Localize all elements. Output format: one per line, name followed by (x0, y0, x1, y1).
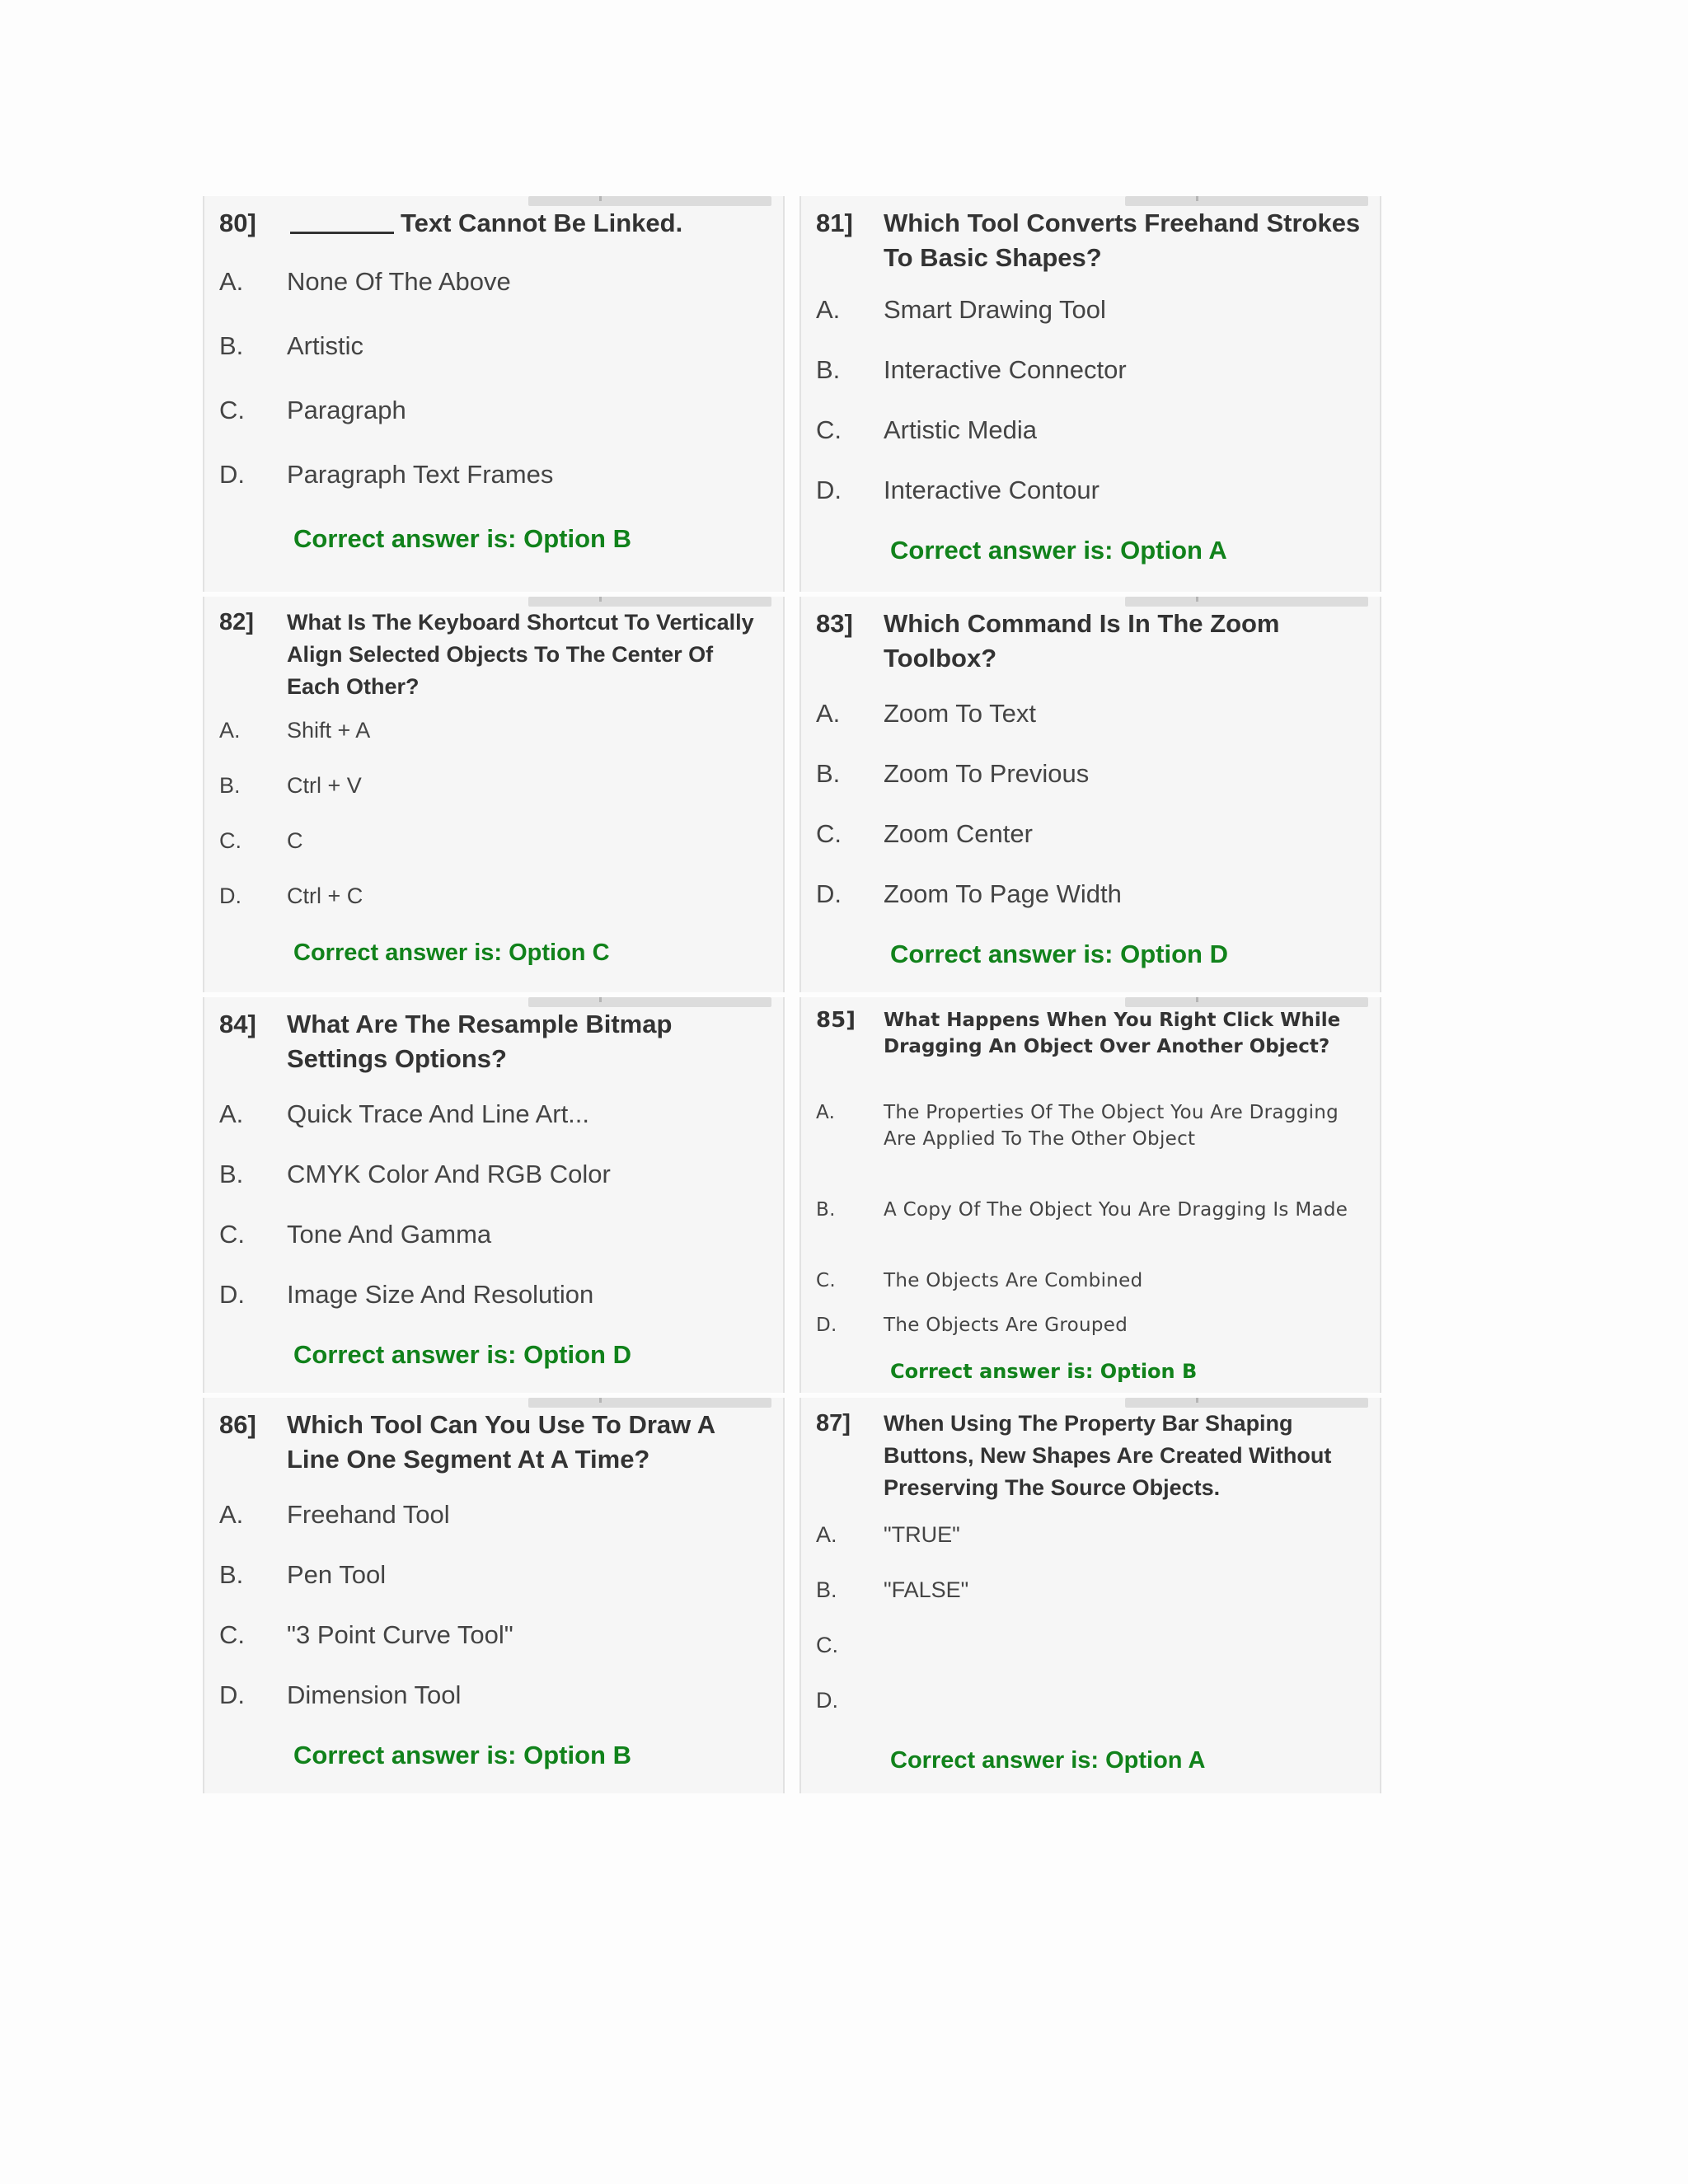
option-letter: A. (816, 1102, 836, 1123)
option-b (816, 354, 1363, 387)
option-letter: B. (816, 355, 841, 384)
option-c (219, 826, 767, 855)
option-text: Paragraph Text Frames (287, 460, 554, 489)
option-letter: B. (816, 1199, 836, 1221)
option-letter: A. (816, 699, 841, 728)
option-text: Interactive Contour (884, 476, 1100, 504)
option-b (219, 330, 767, 363)
option-letter: C. (219, 396, 245, 424)
question-card-84 (203, 997, 785, 1393)
option-text: A Copy Of The Object You Are Dragging Is Made (884, 1199, 1348, 1221)
option-letter: C. (816, 819, 842, 848)
question-card-81 (799, 196, 1381, 592)
option-letter: D. (816, 879, 842, 908)
question-number: 85] (816, 1008, 856, 1033)
question-text: Which Command Is In The Zoom Toolbox? (884, 609, 1280, 673)
question-header (816, 1408, 1363, 1504)
option-b (816, 1197, 1363, 1223)
option-b (816, 757, 1363, 790)
correct-answer: Correct answer is: Option A (890, 536, 1227, 565)
option-letter: C. (219, 1620, 245, 1649)
correct-answer: Correct answer is: Option B (293, 1741, 631, 1769)
option-letter: B. (816, 759, 841, 788)
option-text: Smart Drawing Tool (884, 295, 1106, 324)
option-letter: A. (219, 1099, 244, 1128)
option-d (219, 1278, 767, 1311)
option-c (816, 1268, 1363, 1294)
option-letter: B. (816, 1577, 837, 1602)
option-text: Pen Tool (287, 1560, 387, 1589)
option-a (816, 293, 1363, 326)
option-letter: D. (816, 476, 842, 504)
option-b (219, 1558, 767, 1591)
option-d (816, 474, 1363, 507)
option-a (816, 697, 1363, 730)
question-number: 81] (816, 209, 853, 237)
option-c (219, 394, 767, 427)
option-letter: D. (219, 1680, 245, 1709)
option-text: Ctrl + V (287, 773, 362, 798)
question-number: 86] (219, 1410, 256, 1439)
option-c (219, 1619, 767, 1652)
option-d (816, 878, 1363, 911)
option-d (219, 458, 767, 491)
option-text: "3 Point Curve Tool" (287, 1620, 513, 1649)
correct-answer: Correct answer is: Option D (293, 1340, 631, 1369)
question-text-content: Text Cannot Be Linked. (401, 209, 683, 237)
option-letter: D. (816, 1688, 838, 1713)
option-text: The Properties Of The Object You Are Dragging Are Applied To The Other Object (884, 1102, 1339, 1150)
option-letter: B. (219, 1560, 244, 1589)
option-text: The Objects Are Combined (884, 1270, 1143, 1291)
option-c (219, 1218, 767, 1251)
option-c (816, 1630, 1363, 1660)
option-text: Interactive Connector (884, 355, 1127, 384)
correct-answer: Correct answer is: Option C (293, 940, 610, 966)
option-text: The Objects Are Grouped (884, 1315, 1128, 1336)
option-text: C (287, 828, 303, 853)
option-text: Image Size And Resolution (287, 1280, 594, 1309)
option-d (816, 1685, 1363, 1715)
option-text: "TRUE" (884, 1522, 960, 1547)
question-text: What Happens When You Right Click While Dragging An Object Over Another Object? (884, 1010, 1341, 1057)
option-text: Shift + A (287, 718, 371, 743)
option-letter: C. (816, 415, 842, 444)
question-card-87 (799, 1398, 1381, 1793)
question-card-80 (203, 196, 785, 592)
option-a (816, 1520, 1363, 1549)
option-letter: C. (219, 828, 241, 853)
question-text: Which Tool Can You Use To Draw A Line One Segment At A Time? (287, 1410, 715, 1474)
question-number: 87] (816, 1410, 851, 1436)
option-text (884, 1685, 1363, 1715)
option-d (816, 1312, 1363, 1338)
option-text: Freehand Tool (287, 1500, 450, 1529)
option-text: Zoom To Page Width (884, 879, 1122, 908)
option-text: Zoom To Text (884, 699, 1036, 728)
question-number: 80] (219, 209, 256, 237)
option-text: Dimension Tool (287, 1680, 462, 1709)
question-number: 82] (219, 609, 254, 635)
option-text: Paragraph (287, 396, 406, 424)
option-letter: D. (219, 460, 245, 489)
option-text: Tone And Gamma (287, 1220, 492, 1249)
option-letter: B. (219, 773, 241, 798)
option-letter: B. (219, 331, 244, 360)
option-text: "FALSE" (884, 1577, 969, 1602)
correct-answer: Correct answer is: Option B (890, 1360, 1198, 1383)
question-card-86 (203, 1398, 785, 1793)
option-text: CMYK Color And RGB Color (287, 1160, 611, 1188)
option-letter: C. (816, 1633, 838, 1657)
blank-line (290, 232, 394, 234)
option-text: Zoom Center (884, 819, 1033, 848)
option-a (219, 715, 767, 745)
option-b (219, 1158, 767, 1191)
option-c (816, 414, 1363, 447)
question-card-82 (203, 597, 785, 992)
question-header (219, 206, 767, 241)
question-header (816, 1007, 1363, 1060)
option-letter: D. (219, 883, 241, 908)
option-text: Ctrl + C (287, 883, 363, 908)
option-a (219, 1498, 767, 1531)
question-text: What Is The Keyboard Shortcut To Vertically Align Selected Objects To The Center Of Each Other? (287, 610, 754, 699)
question-text: Which Tool Converts Freehand Strokes To Basic Shapes? (884, 209, 1361, 272)
question-card-85 (799, 997, 1381, 1393)
option-letter: A. (219, 718, 241, 743)
option-b (816, 1575, 1363, 1605)
option-letter: C. (219, 1220, 245, 1249)
correct-answer: Correct answer is: Option A (890, 1747, 1206, 1774)
question-header (816, 607, 1363, 676)
question-text (287, 206, 767, 241)
option-text (884, 1630, 1363, 1660)
question-number: 84] (219, 1010, 256, 1038)
correct-answer: Correct answer is: Option B (293, 524, 631, 553)
question-header (219, 1007, 767, 1076)
option-letter: A. (219, 1500, 244, 1529)
option-c (816, 818, 1363, 851)
option-text: Artistic (287, 331, 363, 360)
option-letter: A. (816, 295, 841, 324)
option-a (219, 265, 767, 298)
option-letter: D. (219, 1280, 245, 1309)
option-text: None Of The Above (287, 267, 511, 296)
question-card-83 (799, 597, 1381, 992)
question-header (219, 1408, 767, 1477)
option-letter: B. (219, 1160, 244, 1188)
question-text: What Are The Resample Bitmap Settings Options? (287, 1010, 673, 1073)
question-header (816, 206, 1363, 275)
question-number: 83] (816, 609, 853, 638)
question-header (219, 607, 767, 703)
option-letter: A. (816, 1522, 837, 1547)
option-text: Quick Trace And Line Art... (287, 1099, 590, 1128)
option-letter: A. (219, 267, 244, 296)
option-a (816, 1099, 1363, 1152)
option-letter: D. (816, 1315, 837, 1336)
option-text: Artistic Media (884, 415, 1038, 444)
option-d (219, 881, 767, 911)
option-a (219, 1098, 767, 1131)
option-letter: C. (816, 1270, 836, 1291)
question-text: When Using The Property Bar Shaping Buttons, New Shapes Are Created Without Preserving The Source Objects. (884, 1411, 1332, 1500)
correct-answer: Correct answer is: Option D (890, 940, 1228, 968)
quiz-grid (203, 196, 1381, 1793)
option-d (219, 1679, 767, 1712)
option-b (219, 771, 767, 800)
option-text: Zoom To Previous (884, 759, 1090, 788)
